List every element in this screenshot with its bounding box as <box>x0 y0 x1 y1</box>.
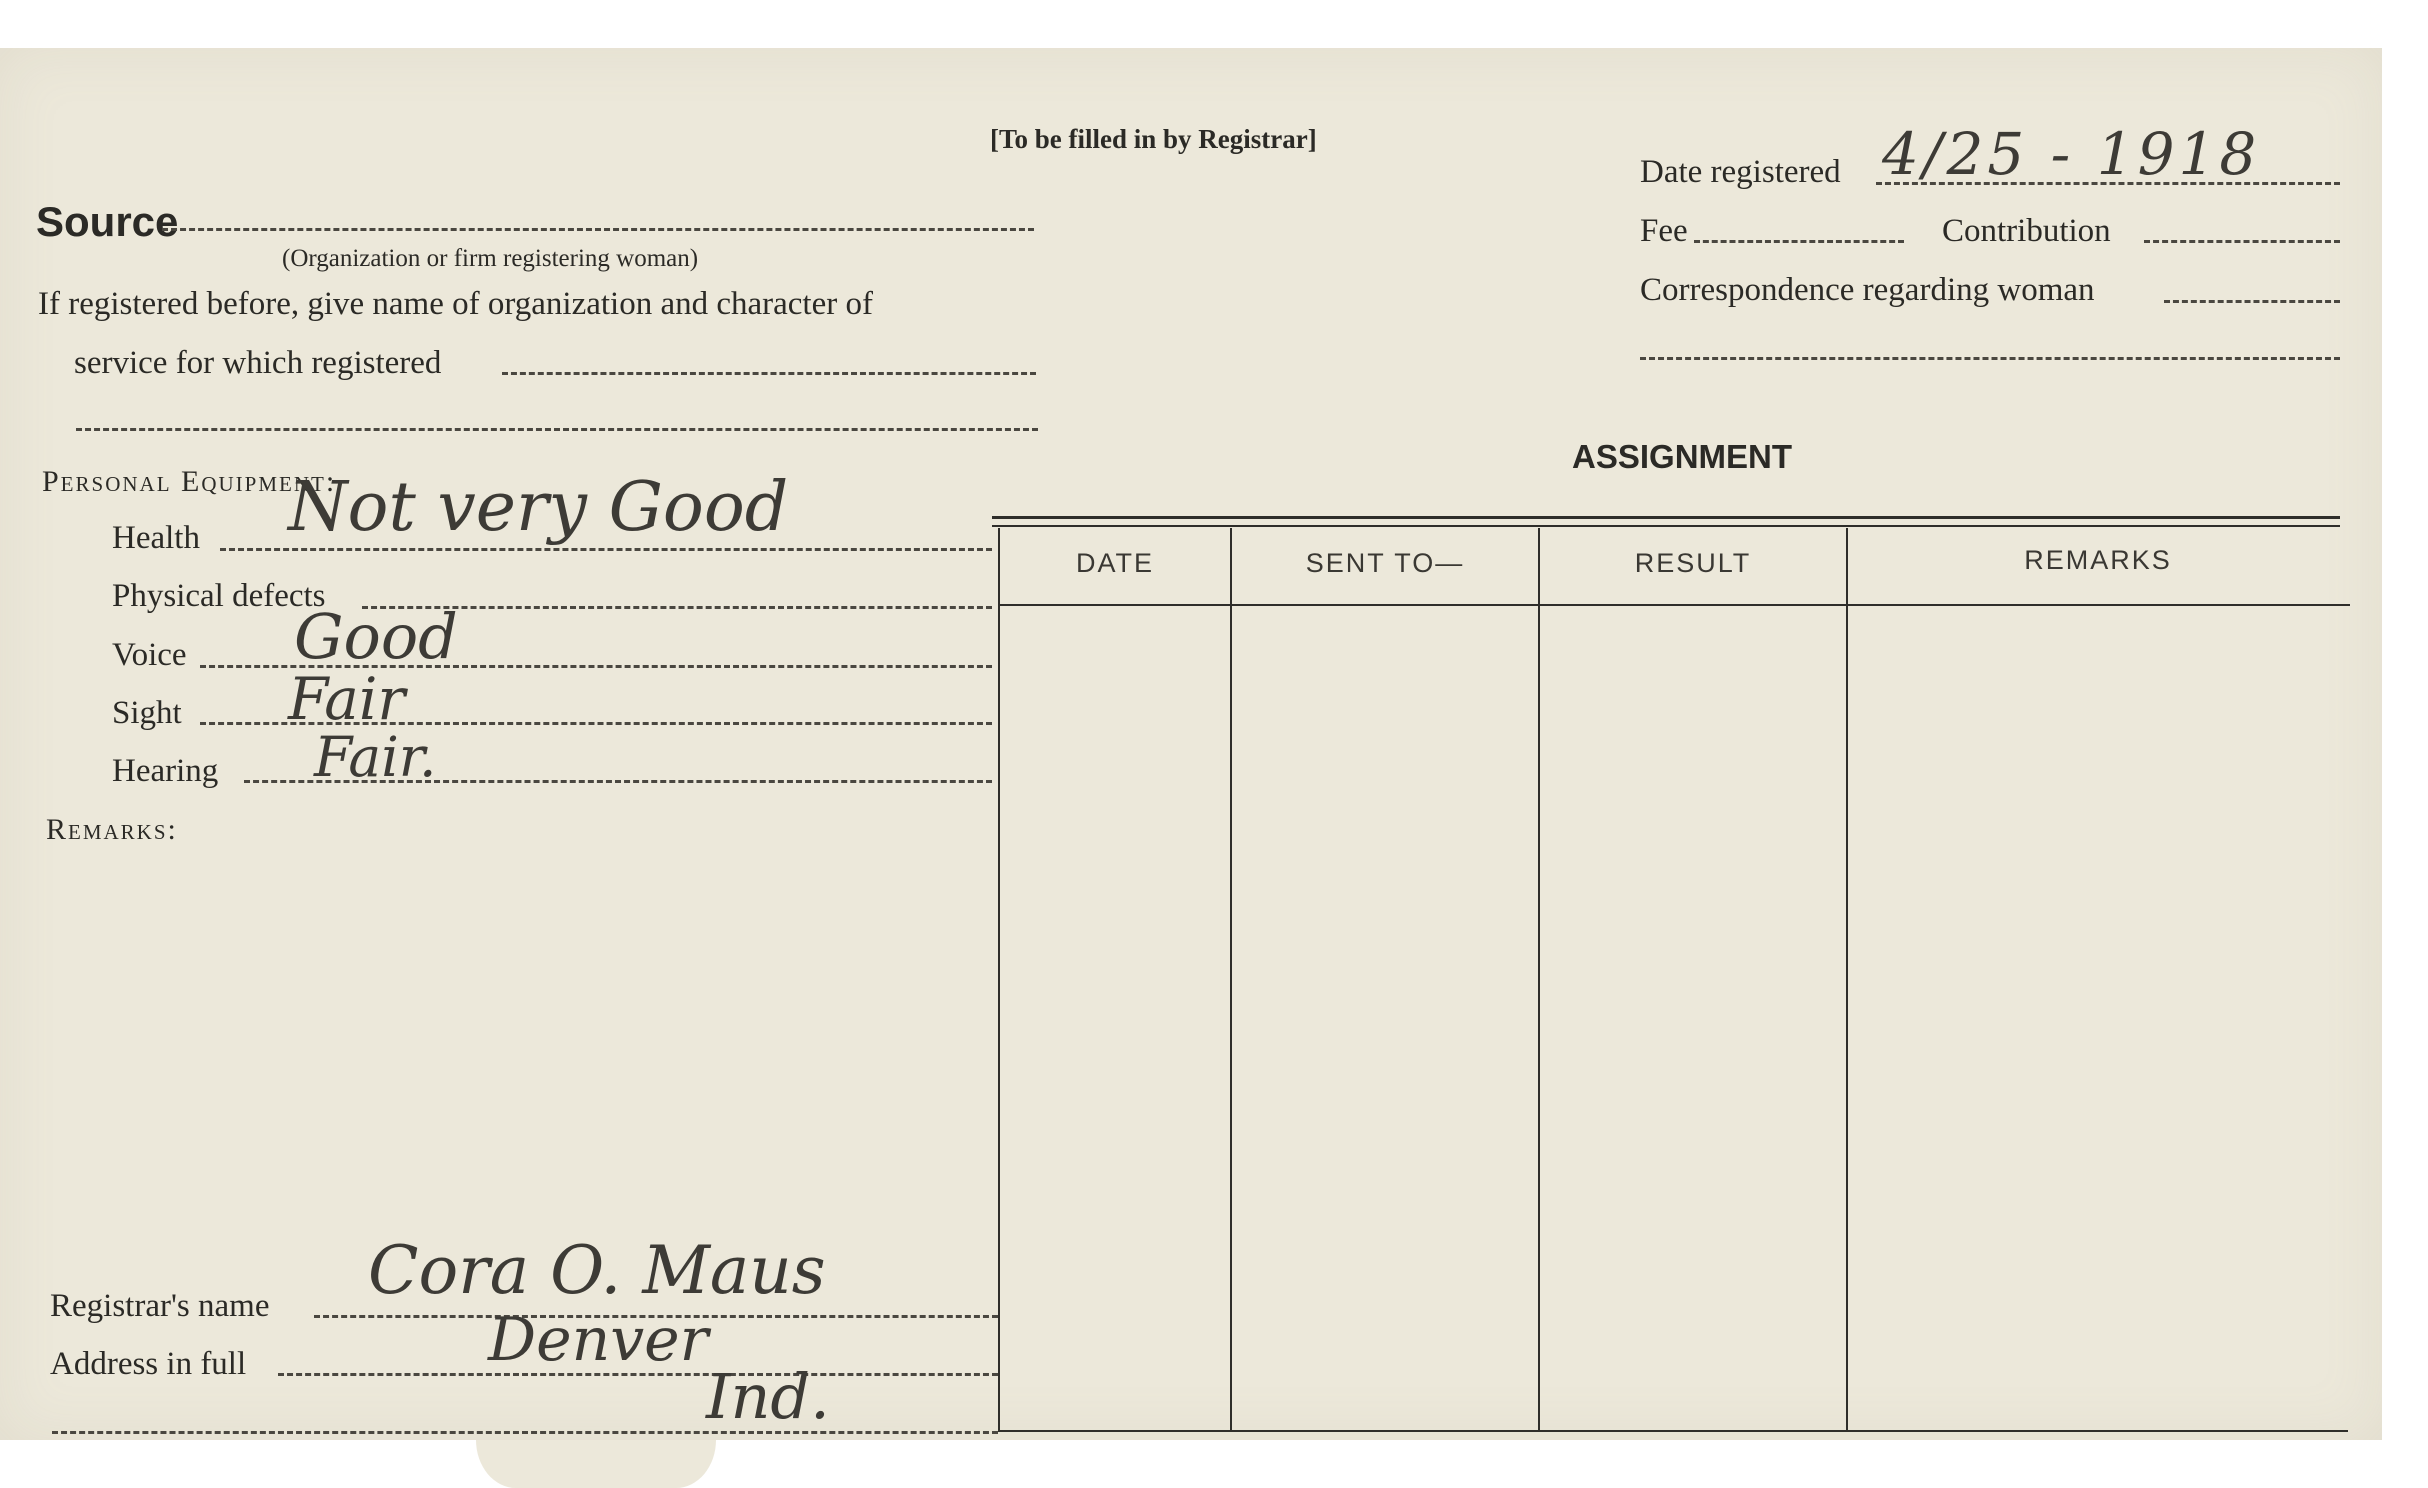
fee-label: Fee <box>1640 213 1688 249</box>
address-value-line1: Denver <box>488 1305 709 1375</box>
table-top-rule <box>992 516 2340 519</box>
assignment-title: ASSIGNMENT <box>1572 438 1793 475</box>
fee-line <box>1694 240 1904 243</box>
correspondence-line-2 <box>1640 357 2340 360</box>
col-header-result: RESULT <box>1634 548 1752 578</box>
registered-before-label: If registered before, give name of organization and character of <box>38 286 873 322</box>
hearing-label: Hearing <box>112 753 219 789</box>
registrar-name-label: Registrar's name <box>50 1288 270 1324</box>
address-line-2 <box>52 1431 998 1434</box>
col-header-sent-to: SENT TO— <box>1305 548 1465 578</box>
table-col-line-3 <box>1538 528 1540 1432</box>
hearing-value: Fair. <box>314 725 437 789</box>
contribution-label: Contribution <box>1942 213 2111 249</box>
registrar-note: [To be filled in by Registrar] <box>990 124 1317 154</box>
health-line <box>220 548 992 551</box>
health-value: Not very Good <box>288 468 789 547</box>
health-label: Health <box>112 520 200 556</box>
col-header-date: DATE <box>1075 548 1154 578</box>
service-line-2 <box>76 428 1038 431</box>
service-label: service for which registered <box>74 345 442 381</box>
table-bottom-rule <box>1000 1430 2348 1432</box>
voice-value: Good <box>294 600 458 673</box>
remarks-heading: Remarks: <box>46 813 178 846</box>
table-header-rule <box>998 604 2350 606</box>
col-header-remarks: REMARKS <box>2024 545 2172 575</box>
service-line <box>502 372 1036 375</box>
sight-value: Fair <box>288 665 406 733</box>
personal-equipment-heading: Personal Equipment: <box>42 465 337 498</box>
date-registered-value: 4/25 - 1918 <box>1882 120 2261 188</box>
table-col-line-2 <box>1230 528 1232 1432</box>
sight-label: Sight <box>112 695 182 731</box>
source-label: Source <box>36 198 179 245</box>
correspondence-line <box>2164 300 2340 303</box>
correspondence-label: Correspondence regarding woman <box>1640 272 2095 308</box>
contribution-line <box>2144 240 2340 243</box>
table-top-rule-2 <box>992 525 2340 527</box>
date-registered-label: Date registered <box>1640 154 1841 190</box>
voice-label: Voice <box>112 637 187 673</box>
address-value-line2: Ind. <box>706 1360 830 1433</box>
address-label: Address in full <box>50 1346 247 1382</box>
source-line <box>162 228 1034 231</box>
registrar-name-value: Cora O. Maus <box>368 1232 826 1309</box>
table-col-line-4 <box>1846 528 1848 1432</box>
card-tab-notch <box>476 1440 716 1488</box>
physical-defects-label: Physical defects <box>112 578 326 614</box>
source-sublabel: (Organization or firm registering woman) <box>282 245 699 272</box>
table-col-line-1 <box>998 528 1000 1432</box>
